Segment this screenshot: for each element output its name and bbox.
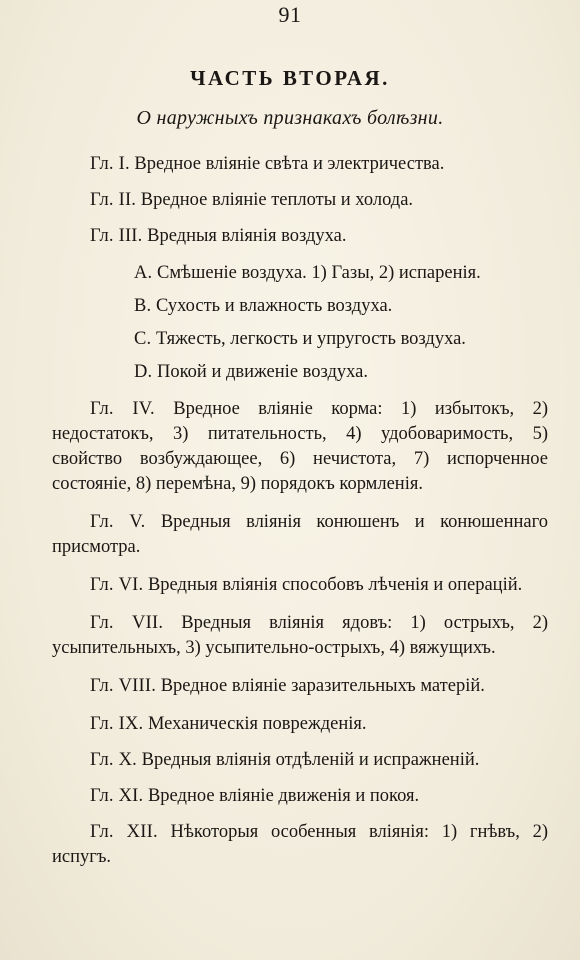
subsection-text: Смѣшеніе воздуха. 1) Газы, 2) испаренія. xyxy=(157,263,481,283)
subsection-entry xyxy=(134,360,548,385)
chapter-text: Вредныя вліянія воздуха. xyxy=(147,226,347,246)
chapter-label: Гл. XII. xyxy=(90,822,158,842)
subsection-label: A. xyxy=(134,263,153,283)
chapter-text: Вредныя вліянія ядовъ: 1) острыхъ, 2) усыпительныхъ, 3) усыпительно-острыхъ, 4) вяжущихъ. xyxy=(52,613,549,658)
chapter-entry xyxy=(52,674,548,699)
subsection-text: Тяжесть, легкость и упругость воздуха. xyxy=(156,329,466,349)
subsection-label: C. xyxy=(134,329,152,349)
chapter-entry xyxy=(52,748,548,773)
part-title: ЧАСТЬ ВТОРАЯ. xyxy=(190,66,390,90)
chapter-entry xyxy=(52,573,548,598)
chapter-label: Гл. II. xyxy=(90,190,137,210)
chapter-label: Гл. X. xyxy=(90,750,137,770)
subsection-label: D. xyxy=(134,362,153,382)
subsection-entry xyxy=(134,294,548,319)
chapter-text: Вредныя вліянія конюшенъ и конюшеннаго присмотра. xyxy=(52,512,549,557)
chapter-label: Гл. VII. xyxy=(90,613,164,633)
chapter-label: Гл. IV. xyxy=(90,399,155,419)
chapter-label: Гл. VI. xyxy=(90,575,144,595)
chapter-entry xyxy=(52,397,548,497)
chapter-entry xyxy=(52,152,548,177)
subsection-label: B. xyxy=(134,296,152,316)
subsection-entry xyxy=(134,261,548,286)
chapter-entry xyxy=(52,224,548,249)
chapter-label: Гл. VIII. xyxy=(90,676,157,696)
chapter-entry xyxy=(52,820,548,870)
chapter-entry xyxy=(52,188,548,213)
chapter-entry xyxy=(52,712,548,737)
chapter-entry xyxy=(52,510,548,560)
chapter-text: Вредныя вліянія отдѣленій и испражненій. xyxy=(141,750,480,770)
table-of-contents xyxy=(52,152,548,883)
subsection-text: Сухость и влажность воздуха. xyxy=(156,296,393,316)
chapter-text: Нѣкоторыя особенныя вліянія: 1) гнѣвъ, 2) испугъ. xyxy=(52,822,548,867)
page-number: 91 xyxy=(278,2,302,27)
chapter-text: Вредное вліяніе теплоты и холода. xyxy=(140,190,414,210)
chapter-text: Вредное вліяніе корма: 1) избытокъ, 2) недостатокъ, 3) питательность, 4) удобоваримость, 5) свойство возбуждающее, 6) нечистота, 7) испорченное состояніе, 8) перемѣна, 9) порядокъ кормленія. xyxy=(52,399,549,494)
chapter-label: Гл. XI. xyxy=(90,786,144,806)
chapter-text: Вредныя вліянія способовъ лѣченія и операцій. xyxy=(147,575,523,595)
subsection-entry xyxy=(134,327,548,352)
subsection-text: Покой и движеніе воздуха. xyxy=(157,362,368,382)
chapter-label: Гл. III. xyxy=(90,226,143,246)
chapter-entry xyxy=(52,611,548,661)
chapter-entry xyxy=(52,784,548,809)
chapter-text: Вредное вліяніе заразительныхъ матерій. xyxy=(160,676,485,696)
chapter-label: Гл. IX. xyxy=(90,714,144,734)
chapter-text: Вредное вліяніе движенія и покоя. xyxy=(147,786,420,806)
chapter-text: Вредное вліяніе свѣта и электричества. xyxy=(134,154,445,174)
chapter-text: Механическія поврежденія. xyxy=(147,714,367,734)
chapter-label: Гл. I. xyxy=(90,154,130,174)
air-subsections xyxy=(52,261,548,385)
part-subtitle: О наружныхъ признакахъ болѣзни. xyxy=(136,107,444,129)
chapter-label: Гл. V. xyxy=(90,512,146,532)
